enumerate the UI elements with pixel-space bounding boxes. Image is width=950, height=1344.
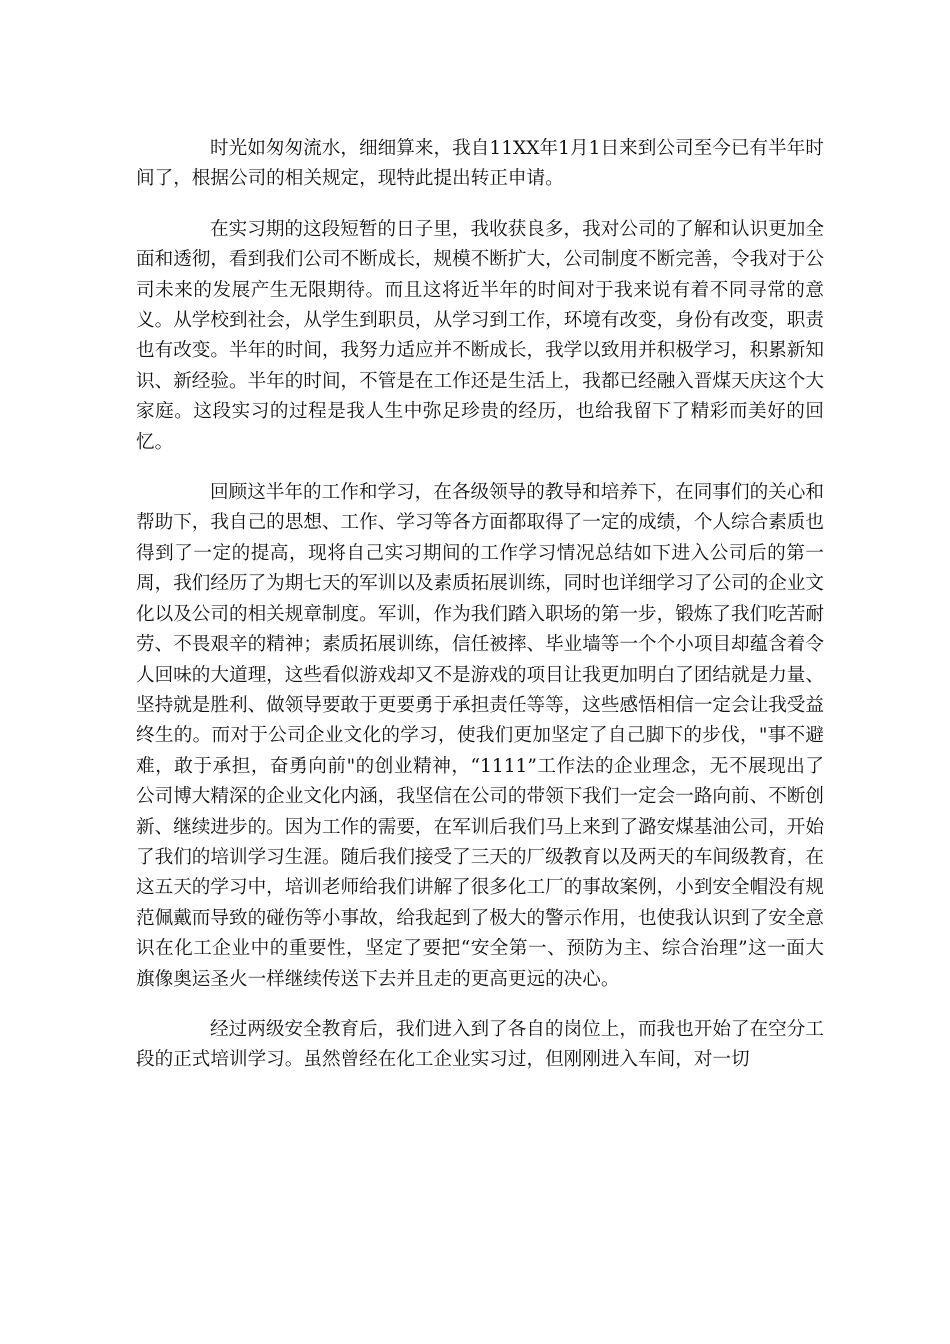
paragraph-3: 回顾这半年的工作和学习，在各级领导的教导和培养下，在同事们的关心和帮助下，我自己的思想、工作、学习等各方面都取得了一定的成绩，个人综合素质也得到了一定的提高，现将自己实习期间的工作学习情况总结如下进入公司后的第一周，我们经历了为期七天的军训以及素质拓展训练，同时也详细学习了公司的企业文化以及公司的相关规章制度。军训，作为我们踏入职场的第一步，锻炼了我们吃苦耐劳、不畏艰辛的精神；素质拓展训练，信任被摔、毕业墙等一个个小项目却蕴含着令人回味的大道理，这些看似游戏却又不是游戏的项目让我更加明白了团结就是力量、坚持就是胜利、做领导要敢于更要勇于承担责任等等，这些感悟相信一定会让我受益终生的。而对于公司企业文化的学习，使我们更加坚定了自己脚下的步伐，"事不避难，敢于承担，奋勇向前"的创业精神，“1111”工作法的企业理念，无不展现出了公司博大精深的企业文化内涵，我坚信在公司的带领下我们一定会一路向前、不断创新、继续进步的。因为工作的需要，在军训后我们马上来到了潞安煤基油公司，开始了我们的培训学习生涯。随后我们接受了三天的厂级教育以及两天的车间级教育，在这五天的学习中，培训老师给我们讲解了很多化工厂的事故案例，小到安全帽没有规范佩戴而导致的碰伤等小事故，给我起到了极大的警示作用，也使我认识到了安全意识在化工企业中的重要性，坚定了要把“安全第一、预防为主、综合治理”这一面大旗像奥运圣火一样继续传送下去并且走的更高更远的决心。 (136, 482, 824, 990)
paragraph-1: 时光如匆匆流水，细细算来，我自11XX年1月1日来到公司至今已有半年时间了，根据公司的相关规定，现特此提出转正申请。 (136, 138, 824, 190)
document-body (136, 134, 824, 1076)
paragraph-4: 经过两级安全教育后，我们进入到了各自的岗位上，而我也开始了在空分工段的正式培训学习。虽然曾经在化工企业实习过，但刚刚进入车间，对一切 (136, 1018, 824, 1071)
paragraph-2: 在实习期的这段短暂的日子里，我收获良多，我对公司的了解和认识更加全面和透彻，看到我们公司不断成长，规模不断扩大，公司制度不断完善，令我对于公司未来的发展产生无限期待。而且这将近半年的时间对于我来说有着不同寻常的意义。从学校到社会，从学生到职员，从学习到工作，环境有改变，身份有改变，职责也有改变。半年的时间，我努力适应并不断成长，我学以致用并积极学习，积累新知识、新经验。半年的时间，不管是在工作还是生活上，我都已经融入晋煤天庆这个大家庭。这段实习的过程是我人生中弥足珍贵的经历，也给我留下了精彩而美好的回忆。 (136, 218, 824, 453)
